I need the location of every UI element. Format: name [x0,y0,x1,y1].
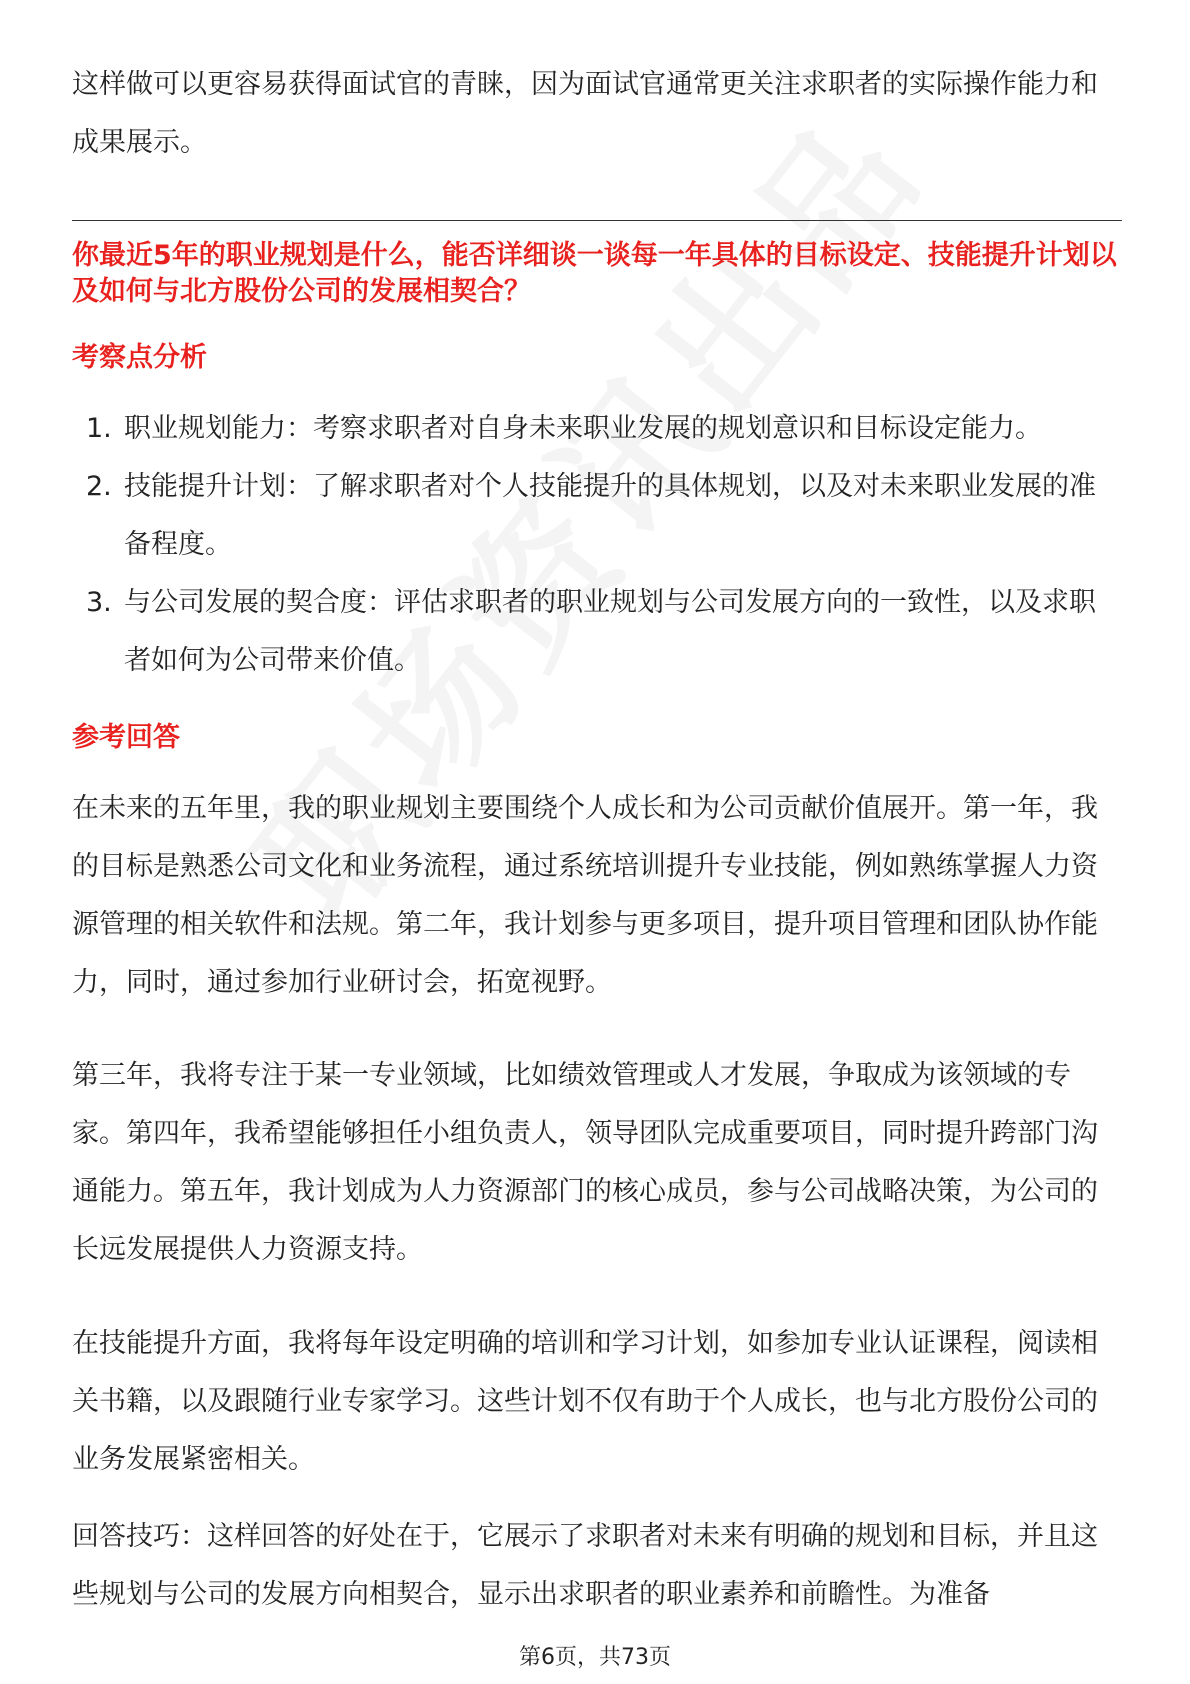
section-divider [72,220,1122,221]
answer-paragraph: 在技能提升方面，我将每年设定明确的培训和学习计划，如参加专业认证课程，阅读相关书籍，以及跟随行业专家学习。这些计划不仅有助于个人成长，也与北方股份公司的业务发展紧密相关。 [72,1328,1098,1475]
list-item-text: 技能提升计划：了解求职者对个人技能提升的具体规划，以及对未来职业发展的准备程度。 [124,471,1096,560]
analysis-list [72,400,1122,690]
interview-question: 你最近5年的职业规划是什么，能否详细谈一谈每一年具体的目标设定、技能提升计划以及如何与北方股份公司的发展相契合？ [72,240,1117,307]
list-item [72,400,1122,458]
list-item-number: 3. [86,587,112,618]
list-item [72,574,1122,690]
list-item [72,458,1122,574]
analysis-heading: 考察点分析 [72,342,207,373]
page-number-footer: 第6页，共73页 [519,1645,671,1670]
answer-tips-paragraph: 回答技巧：这样回答的好处在于，它展示了求职者对未来有明确的规划和目标，并且这些规划与公司的发展方向相契合，显示出求职者的职业素养和前瞻性。为准备 [72,1521,1098,1610]
list-item-number: 2. [86,471,112,502]
answer-paragraph: 第三年，我将专注于某一专业领域，比如绩效管理或人才发展，争取成为该领域的专家。第四年，我希望能够担任小组负责人，领导团队完成重要项目，同时提升跨部门沟通能力。第五年，我计划成为人力资源部门的核心成员，参与公司战略决策，为公司的长远发展提供人力资源支持。 [72,1060,1098,1265]
intro-paragraph: 这样做可以更容易获得面试官的青睐，因为面试官通常更关注求职者的实际操作能力和成果展示。 [72,69,1098,158]
answer-paragraph: 在未来的五年里，我的职业规划主要围绕个人成长和为公司贡献价值展开。第一年，我的目标是熟悉公司文化和业务流程，通过系统培训提升专业技能，例如熟练掌握人力资源管理的相关软件和法规。第二年，我计划参与更多项目，提升项目管理和团队协作能力，同时，通过参加行业研讨会，拓宽视野。 [72,793,1098,998]
list-item-text: 与公司发展的契合度：评估求职者的职业规划与公司发展方向的一致性，以及求职者如何为公司带来价值。 [124,587,1096,676]
list-item-number: 1. [86,413,112,444]
list-item-text: 职业规划能力：考察求职者对自身未来职业发展的规划意识和目标设定能力。 [124,413,1042,444]
answer-heading: 参考回答 [72,722,180,753]
